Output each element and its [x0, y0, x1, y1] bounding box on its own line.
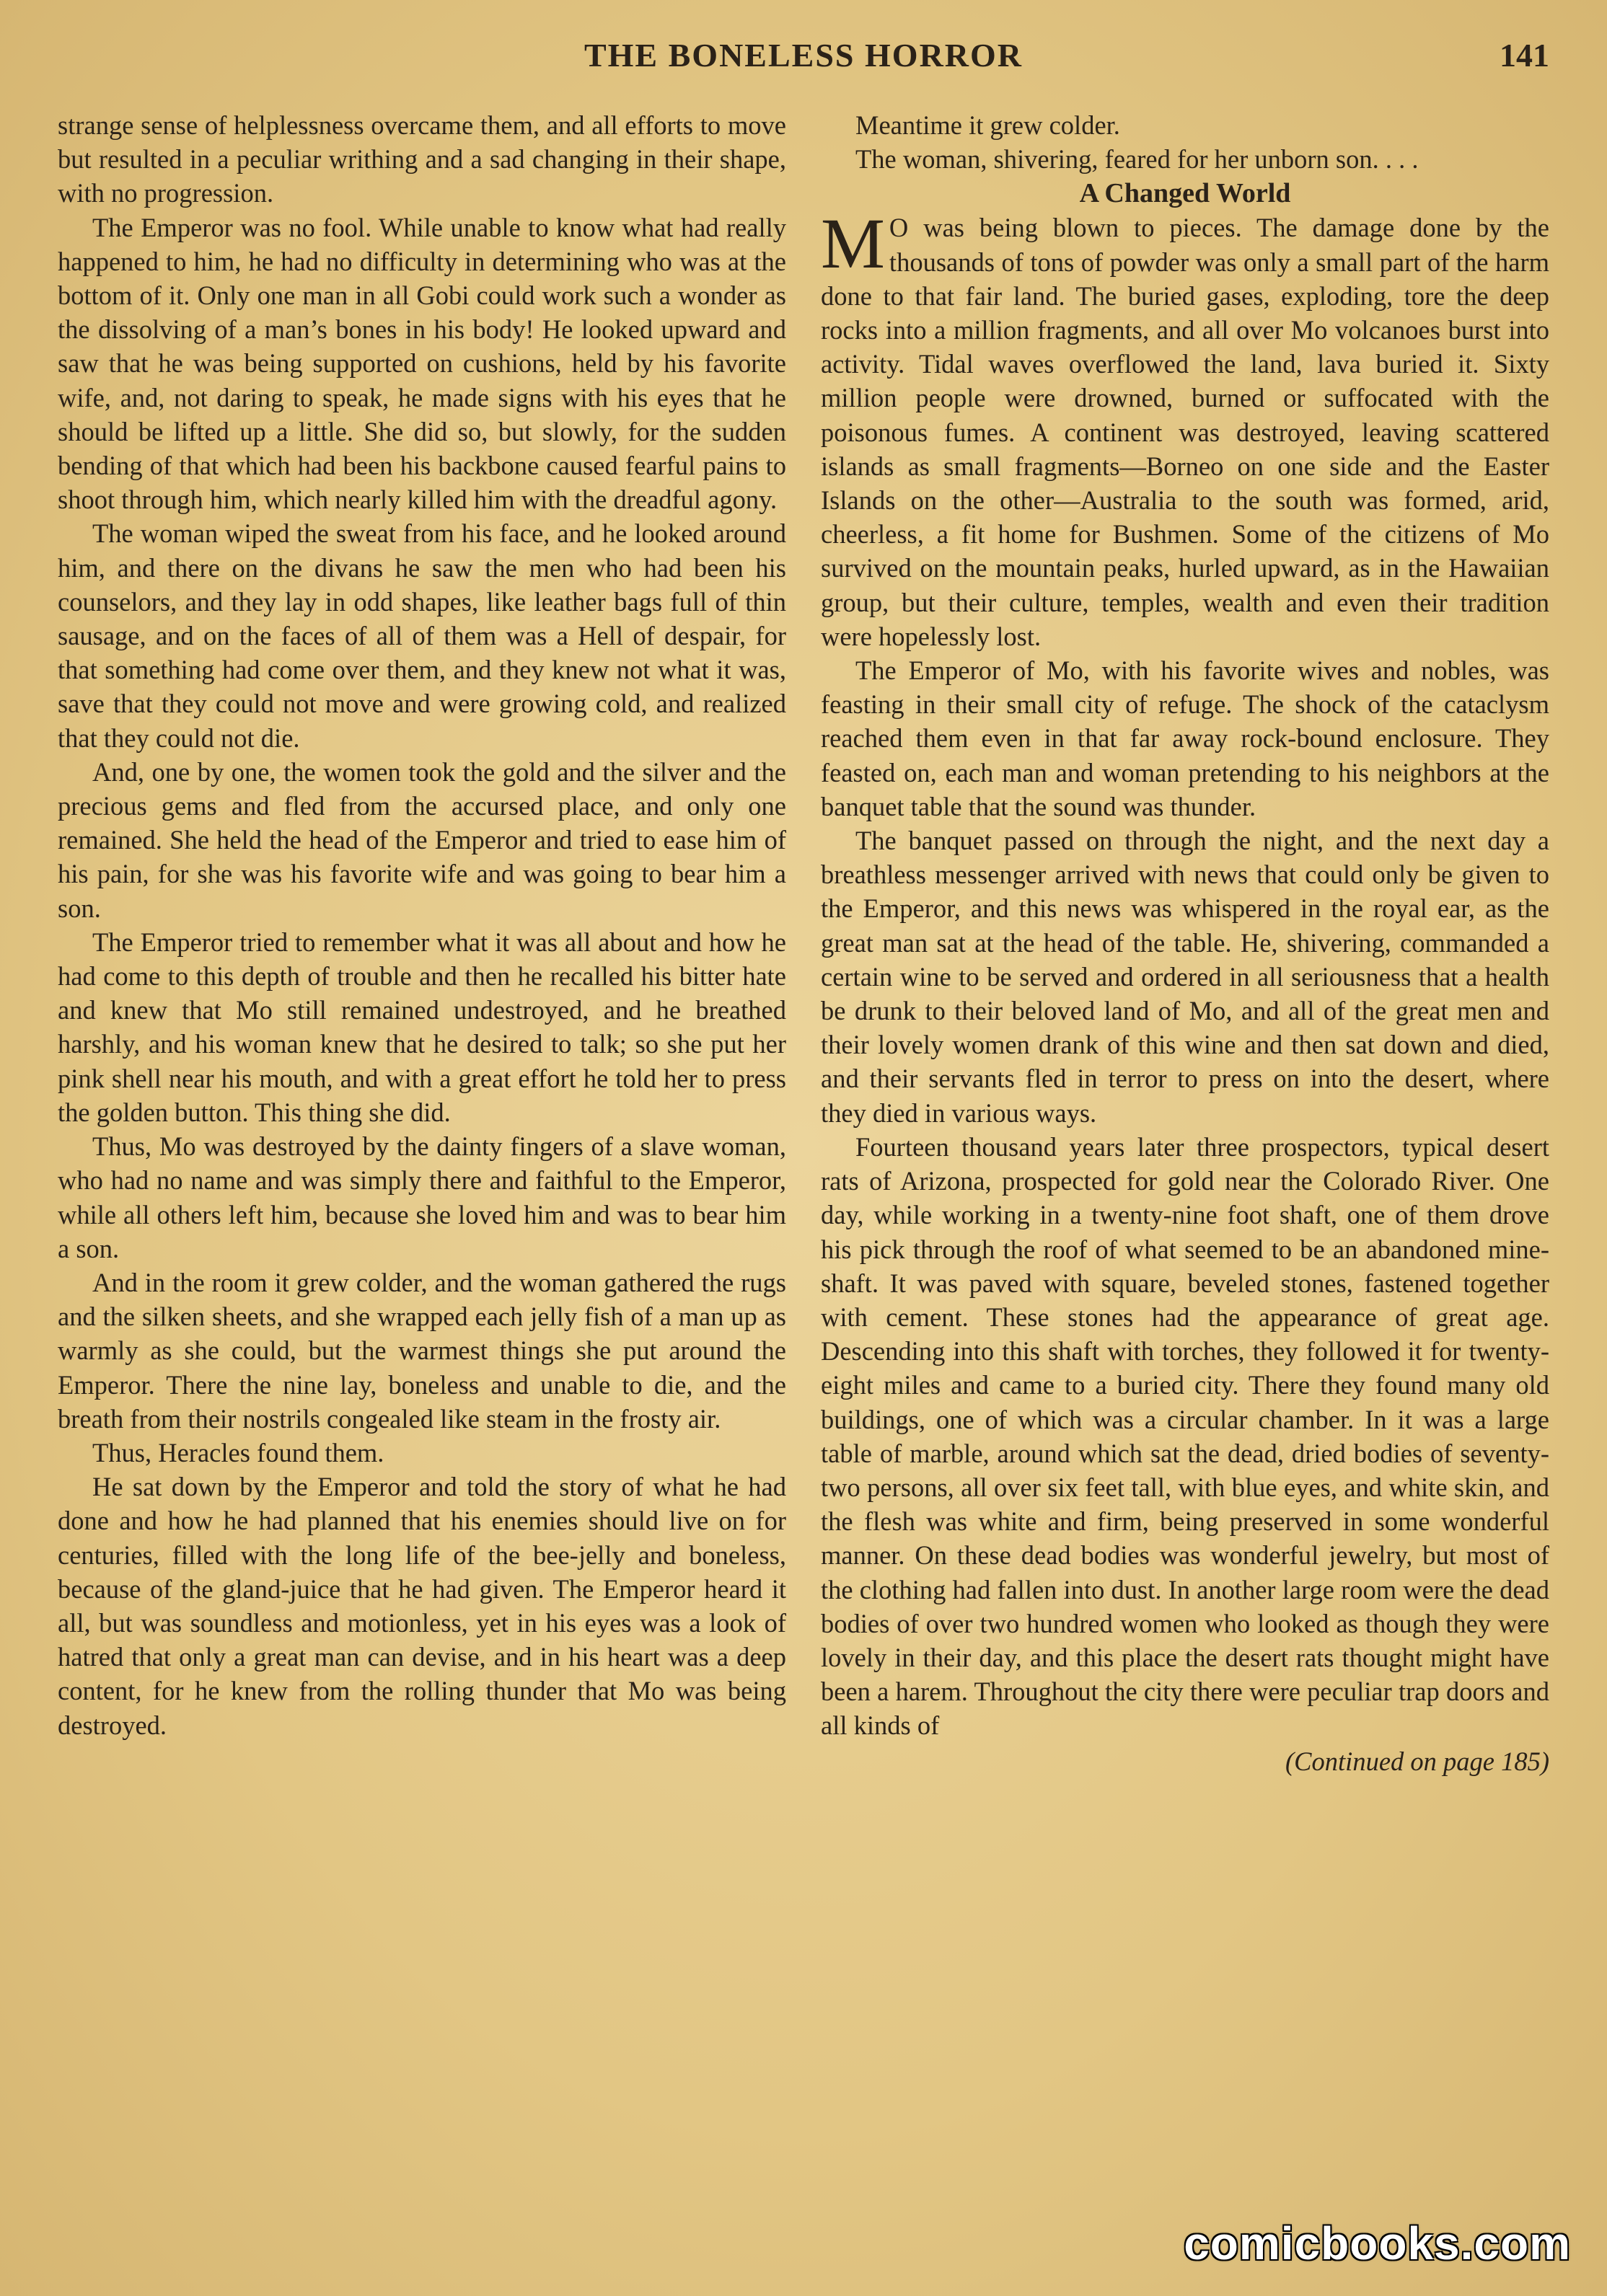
- paragraph: Fourteen thousand years later three prospectors, typical desert rats of Arizona, prospected for gold near the Colorado River. One day, while working in a twenty-nine foot shaft, one of them drove his pick through the roof of what seemed to be an abandoned mine-shaft. It was paved with square, beveled stones, fastened together with cement. These stones had the appearance of great age. Descending into this shaft with torches, they followed it for twenty-eight miles and came to a buried city. There they found many old buildings, one of which was a circular chamber. In it was a large table of marble, around which sat the dead, dried bodies of seventy-two persons, all over six feet tall, with blue eyes, and white skin, and the flesh was white and firm, being preserved in some wonderful manner. On these dead bodies was wonderful jewelry, but most of the clothing had fallen into dust. In another large room were the dead bodies of over two hundred women who looked as though they were lovely in their day, and this place the desert rats thought might have been a harem. Throughout the city there were peculiar trap doors and all kinds of: [821, 1131, 1549, 1741]
- paragraph: The banquet passed on through the night, and the next day a breathless messenger arrived with news that could only be given to the Emperor, and this news was whispered in the royal ear, as the great man sat at the head of the table. He, shivering, commanded a certain wine to be served and ordered in all seriousness that a health be drunk to their beloved land of Mo, and all of the great men and their lovely women drank of this wine and then sat down and died, and their servants fled in terror to press on into the desert, where they died in various ways.: [821, 826, 1549, 1128]
- dropcap-paragraph: [821, 203, 1549, 653]
- paragraph: He sat down by the Emperor and told the story of what he had done and how he had planned that his enemies should live on for centuries, filled with the long life of the bee-jelly and boneless, because of the gland-juice that he had given. The Emperor heard it all, but was soundless and motionless, yet in his eyes was a look of hatred that only a great man can devise, and in his heart was a deep content, for he knew from the rolling thunder that Mo was being destroyed.: [58, 1472, 786, 1740]
- section-heading: A Changed World: [1079, 178, 1291, 209]
- watermark: comicbooks.com: [1184, 2217, 1571, 2269]
- dropcap-paragraph-text: O was being blown to pieces. The damage done by the thousands of tons of powder was only a small part of the harm done to that fair land. The buried gases, exploding, tore the deep rocks into a million fragments, and all over Mo volcanoes burst into activity. Tidal waves overflowed the land, lava buried it. Sixty million people were drowned, burned or suffocated with the poisonous fumes. A continent was destroyed, leaving scattered islands as small fragments—Borneo on one side and the Easter Islands on the other—Australia to the south was formed, arid, cheerless, a fit home for Bushmen. Some of the citizens of Mo survived on the mountain peaks, hurled upward, as in the Hawaiian group, but their culture, temples, wealth and even their tradition were hopelessly lost.: [821, 213, 1549, 651]
- paragraph: The Emperor tried to remember what it was all about and how he had come to this depth of trouble and then he recalled his bitter hate and knew that Mo still remained undestroyed, and he breathed harshly, and his woman knew that he desired to talk; so she put her pink shell near his mouth, and with a great effort he told her to press the golden button. This thing she did.: [58, 927, 786, 1127]
- paragraph: And in the room it grew colder, and the woman gathered the rugs and the silken sheets, and she wrapped each jelly fish of a man up as warmly as she could, but the warmest things she put around the Emperor. There the nine lay, boneless and unable to die, and the breath from their nostrils congealed like steam in the frosty air.: [58, 1267, 786, 1434]
- paragraph: The Emperor was no fool. While unable to know what had really happened to him, he had no difficulty in determining who was at the bottom of it. Only one man in all Gobi could work such a wonder as the dissolving of a man’s bones in his body! He looked upward and saw that he was being supported on cushions, held by his favorite wife, and, not daring to speak, he made signs with his eyes that he should be lifted up a little. She did so, but slowly, for the sudden bending of that which had been his backbone caused fearful pains to shoot through him, which nearly killed him with the dreadful agony.: [58, 212, 786, 515]
- continued-note: (Continued on page 185): [1285, 1746, 1549, 1776]
- paragraph: The Emperor of Mo, with his favorite wives and nobles, was feasting in their small city of refuge. The shock of the cataclysm reached them even in that far away rock-bound enclosure. They feasted on, each man and woman pretending to his neighbors at the banquet table that the sound was thunder.: [821, 655, 1549, 821]
- page-header: [43, 32, 1564, 82]
- paragraph: The woman wiped the sweat from his face, and he looked around him, and there on the divans he saw the men who had been his counselors, and they lay in odd shapes, like leather bags full of thin sausage, and on the faces of all of them was a Hell of despair, for that something had come over them, and they knew not what it was, save that they could not move and were growing cold, and realized that they could not die.: [58, 518, 786, 753]
- page-number: 141: [1500, 37, 1549, 74]
- running-title: THE BONELESS HORROR: [584, 37, 1023, 74]
- paragraph: Thus, Heracles found them.: [92, 1437, 384, 1467]
- paragraph: Thus, Mo was destroyed by the dainty fingers of a slave woman, who had no name and was simply there and faithful to the Emperor, while all others left him, because she loved him and was to bear him a son.: [58, 1131, 786, 1263]
- paragraph: strange sense of helplessness overcame them, and all efforts to move but resulted in a peculiar writhing and a sad changing in their shape, with no progression.: [58, 110, 786, 208]
- paragraph: And, one by one, the women took the gold and the silver and the precious gems and fled from the accursed place, and only one remained. She held the head of the Emperor and tried to ease him of his pain, for she was his favorite wife and was going to bear him a son.: [58, 756, 786, 923]
- left-column: [58, 108, 786, 1742]
- paragraph: The woman, shivering, feared for her unborn son. . . .: [855, 144, 1419, 175]
- right-column: [821, 108, 1549, 1778]
- paragraph: Meantime it grew colder.: [855, 110, 1120, 140]
- drop-cap: M: [821, 203, 885, 284]
